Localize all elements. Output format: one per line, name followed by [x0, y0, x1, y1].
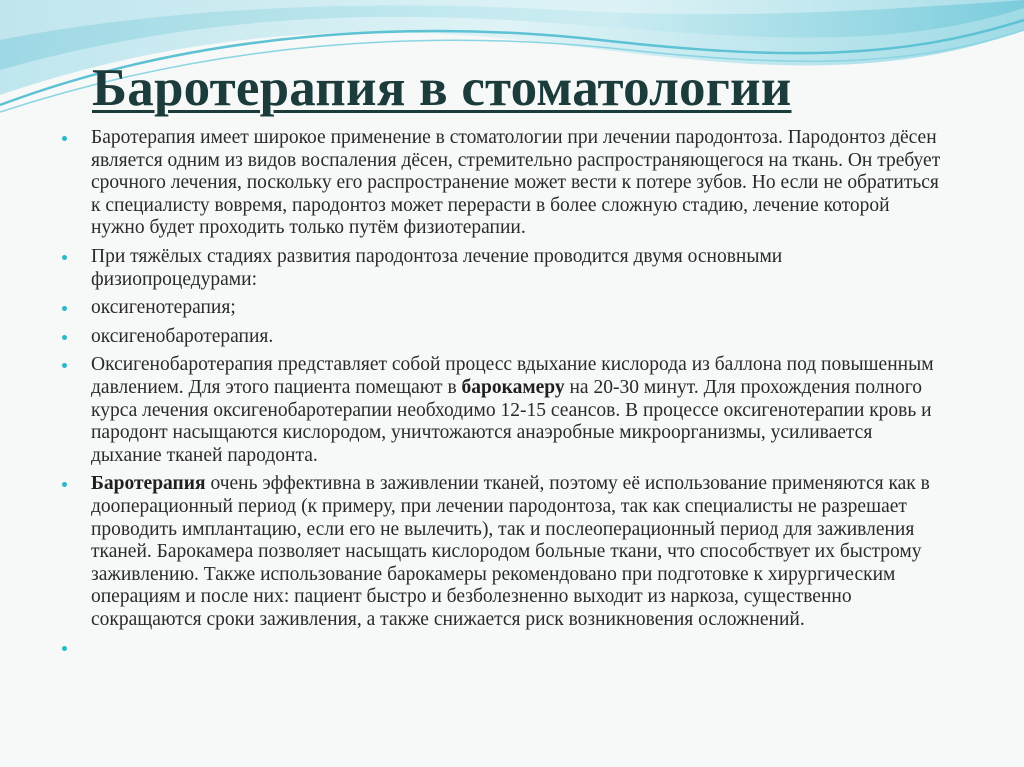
bold-term-barokamera: барокамеру [461, 376, 565, 398]
list-item-text-start: Оксигенобаротерапия представляет собой процесс вдыхание кислорода из баллона под повышенным давлением. Для этого пациента помещают в [91, 354, 934, 398]
list-item-text: Баротерапия имеет широкое применение в стоматологии при лечении пародонтоза. Пародонтоз дёсен является одним из видов воспаления дёсен, стремительно распространяющегося на ткань. Он требует срочного лечения, поскольку его распространение может вести к потере зубов. Но если не обратиться к специалисту вовремя, пародонтоз может перерасти в более сложную стадию, лечение которой нужно будет проходить только путём физиотерапии. [91, 127, 941, 239]
bullet-dot-icon [62, 482, 67, 487]
list-item-text-end: на 20-30 минут. Для прохождения полного курса лечения оксигенобаротерапии необходимо 12-15 сеансов. В процессе оксигенотерапии кровь и пародонт насыщаются кислородом, уничтожаются анаэробные микроорганизмы, усиливается дыхание тканей пародонта. [91, 376, 932, 466]
list-item-text: При тяжёлых стадиях развития пародонтоза лечение проводится двумя основными физиопроцедурами: [91, 245, 783, 290]
bullet-dot-icon [62, 335, 67, 340]
list-item-text: оксигенотерапия; [91, 297, 236, 319]
list-item [62, 127, 942, 240]
bold-term-baroterapiya: Баротерапия [91, 473, 206, 495]
bullet-dot-icon [62, 255, 67, 260]
list-item [62, 354, 942, 467]
list-item-text-end: очень эффективна в заживлении тканей, поэтому её использование применяются как в дооперационный период (к примеру, при лечении пародонтоза, так как специалисты не разрешает проводить имплантацию, если его не вылечить), так и послеоперационный период для заживления тканей. Барокамера позволяет насыщать кислородом больные ткани, что способствует их быстрому заживлению. Также использование барокамеры рекомендовано при подготовке к хирургическим операциям и после них: пациент быстро и безболезненно выходит из наркоза, существенно сокращаются сроки заживления, а также снижается риск возникновения осложнений. [91, 473, 930, 630]
list-item [62, 246, 942, 291]
bullet-list [62, 127, 942, 657]
bullet-dot-icon [62, 306, 67, 311]
list-item-empty [62, 637, 942, 651]
list-item [62, 473, 942, 631]
bullet-dot-icon [62, 136, 67, 141]
list-item [62, 297, 942, 320]
bullet-dot-icon [62, 363, 67, 368]
list-item-text: оксигенобаротерапия. [91, 325, 274, 347]
bullet-dot-icon [62, 646, 67, 651]
list-item [62, 326, 942, 349]
slide-title: Баротерапия в стоматологии [92, 59, 792, 117]
